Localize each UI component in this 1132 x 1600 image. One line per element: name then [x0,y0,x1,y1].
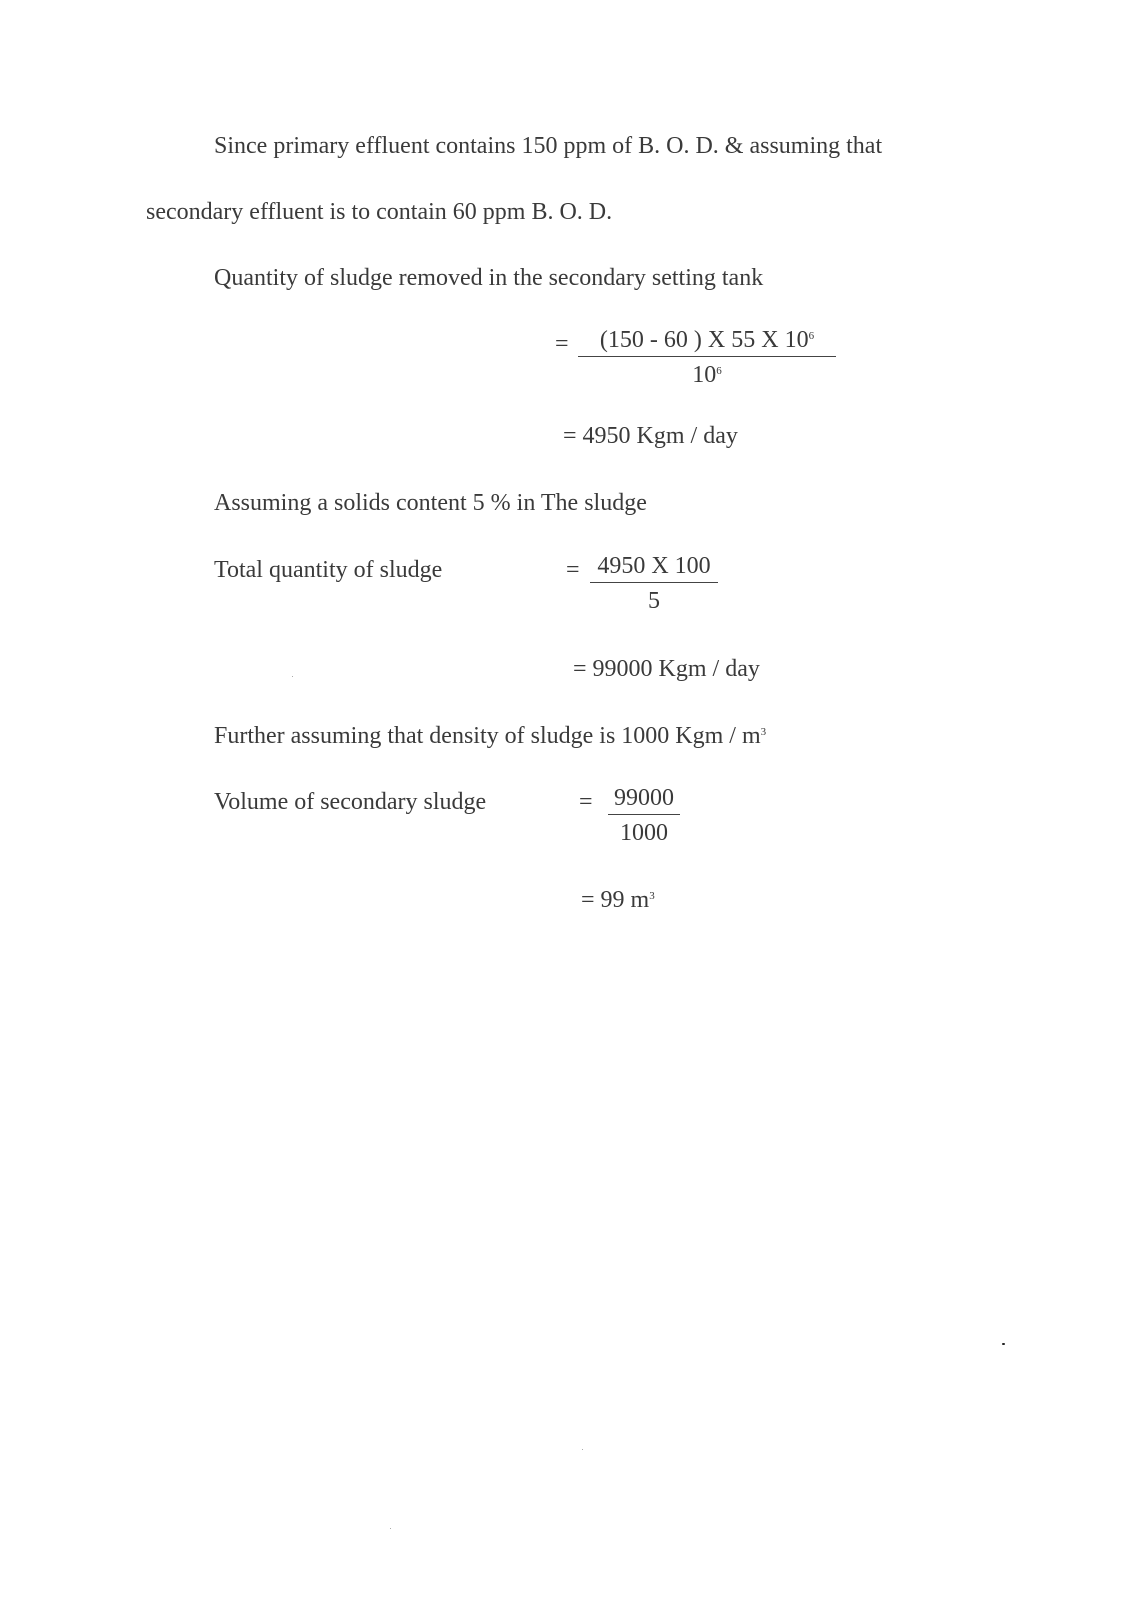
volume-result: = 99 $m^3$ [581,887,655,913]
volume-label: Volume of secondary sludge [214,789,487,815]
scan-speck [1002,1343,1005,1345]
total-sludge-result: = 99000 Kgm / day [573,656,760,682]
total-sludge-numerator: 4950 X 100 [590,552,718,583]
total-sludge-label: Total quantity of sludge [214,557,443,583]
volume-equals: = [579,789,593,815]
density-assumption: Further assuming that density of sludge is 1000 Kgm / $m^3$ [214,723,767,749]
sludge-removed-result: = 4950 Kgm / day [563,423,738,449]
solids-assumption: Assuming a solids content 5 % in The sludge [214,490,647,516]
scan-dot [292,676,293,677]
sludge-removed-numerator: (150 - 60 ) X 55 X $10^6$ [578,326,836,357]
paragraph-line-1: Since primary effluent contains 150 ppm of B. O. D. & assuming that [214,133,883,159]
sludge-removed-denominator: $10^6$ [692,362,722,388]
sludge-removed-label: Quantity of sludge removed in the secondary setting tank [214,265,764,291]
scan-dot [390,1528,391,1529]
total-sludge-denominator: 5 [648,588,660,614]
total-sludge-fraction [590,552,718,615]
total-sludge-equals: = [566,557,580,583]
scan-dot [582,1449,583,1450]
volume-fraction [608,784,680,847]
sludge-removed-equals: = [555,331,569,357]
sludge-removed-fraction [578,326,836,389]
paragraph-line-2: secondary effluent is to contain 60 ppm B. O. D. [146,199,613,225]
volume-denominator: 1000 [620,820,668,846]
volume-numerator: 99000 [608,784,680,815]
